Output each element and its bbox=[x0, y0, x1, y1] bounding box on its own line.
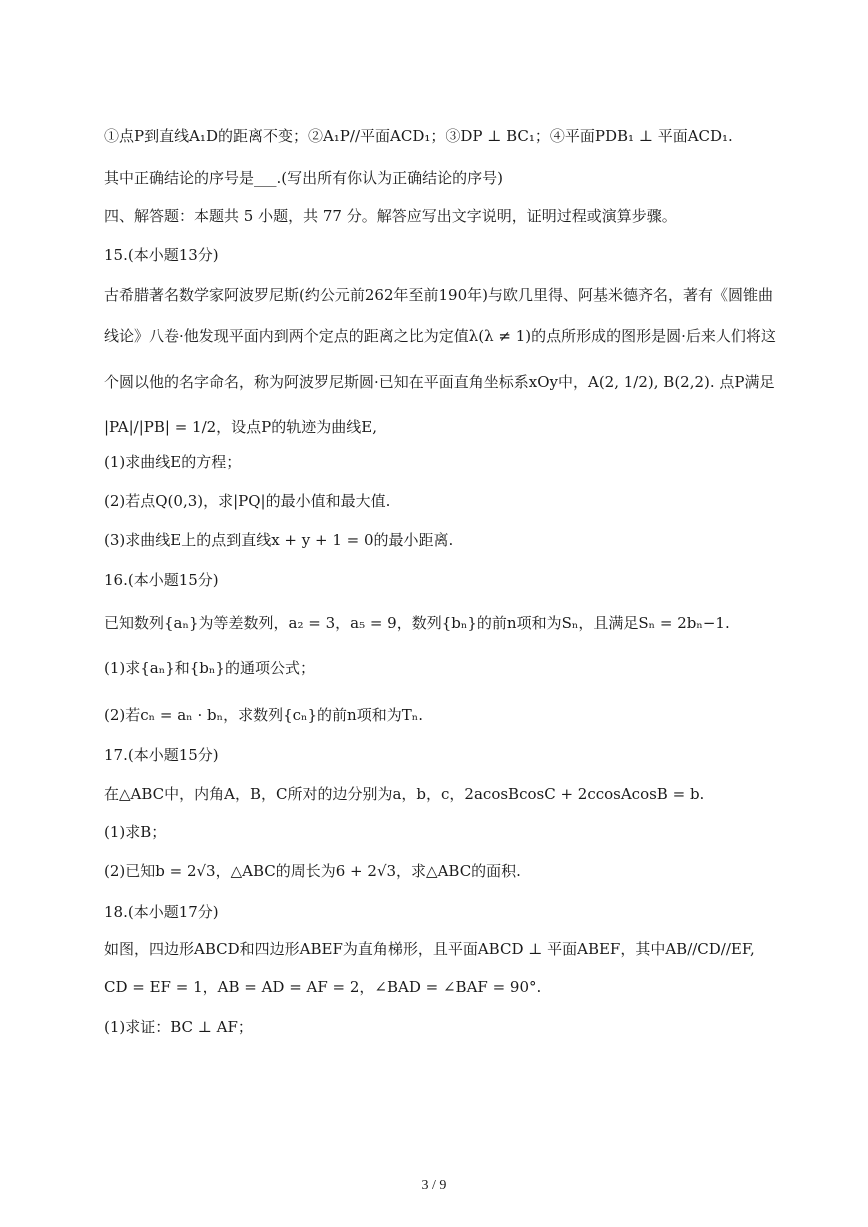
problem-15-text-1: 古希腊著名数学家阿波罗尼斯(约公元前262年至前190年)与欧几里得、阿基米德齐名，著有《圆锥曲 bbox=[104, 286, 773, 304]
problem-15-text-4: |PA|/|PB| = 1/2，设点P的轨迹为曲线E, bbox=[104, 418, 377, 436]
problem-15-part-3: (3)求曲线E上的点到直线x + y + 1 = 0的最小距离. bbox=[104, 531, 454, 549]
problem-15-text-2: 线论》八卷·他发现平面内到两个定点的距离之比为定值λ(λ ≠ 1)的点所形成的图形是圆·后来人们将这 bbox=[104, 327, 776, 345]
problem-15-part-2: (2)若点Q(0,3)，求|PQ|的最小值和最大值. bbox=[104, 492, 391, 510]
page-number: 3 / 9 bbox=[421, 1178, 447, 1193]
problem-15-text-3: 个圆以他的名字命名，称为阿波罗尼斯圆·已知在平面直角坐标系xOy中，A(2, 1/2), B(2,2). 点P满足 bbox=[104, 373, 775, 391]
section-heading: 四、解答题：本题共 5 小题，共 77 分。解答应写出文字说明，证明过程或演算步骤。 bbox=[104, 207, 677, 225]
problem-15-header: 15.(本小题13分) bbox=[104, 246, 219, 264]
problem-18-text-1: 如图，四边形ABCD和四边形ABEF为直角梯形，且平面ABCD ⊥ 平面ABEF，其中AB//CD//EF, bbox=[104, 940, 755, 958]
problem-17-header: 17.(本小题15分) bbox=[104, 746, 219, 764]
problem-18-text-2: CD = EF = 1，AB = AD = AF = 2，∠BAD = ∠BAF = 90°. bbox=[104, 978, 542, 996]
problem-18-part-1: (1)求证：BC ⊥ AF； bbox=[104, 1018, 253, 1036]
problem-15-part-1: (1)求曲线E的方程； bbox=[104, 453, 242, 471]
problem-16-text: 已知数列{aₙ}为等差数列，a₂ = 3，a₅ = 9，数列{bₙ}的前n项和为Sₙ，且满足Sₙ = 2bₙ−1. bbox=[104, 614, 730, 632]
problem-17-part-2: (2)已知b = 2√3，△ABC的周长为6 + 2√3，求△ABC的面积. bbox=[104, 862, 521, 880]
problem-16-part-2: (2)若cₙ = aₙ · bₙ，求数列{cₙ}的前n项和为Tₙ. bbox=[104, 706, 423, 724]
problem-16-header: 16.(本小题15分) bbox=[104, 571, 219, 589]
problem-17-text: 在△ABC中，内角A，B，C所对的边分别为a，b，c，2acosBcosC + 2ccosAcosB = b. bbox=[104, 785, 705, 803]
line-14-statements: ①点P到直线A₁D的距离不变；②A₁P//平面ACD₁；③DP ⊥ BC₁；④平面PDB₁ ⊥ 平面ACD₁. bbox=[104, 127, 733, 145]
problem-16-part-1: (1)求{aₙ}和{bₙ}的通项公式； bbox=[104, 659, 315, 677]
problem-17-part-1: (1)求B； bbox=[104, 823, 167, 841]
problem-18-header: 18.(本小题17分) bbox=[104, 903, 219, 921]
line-14-question: 其中正确结论的序号是___.(写出所有你认为正确结论的序号) bbox=[104, 169, 503, 187]
